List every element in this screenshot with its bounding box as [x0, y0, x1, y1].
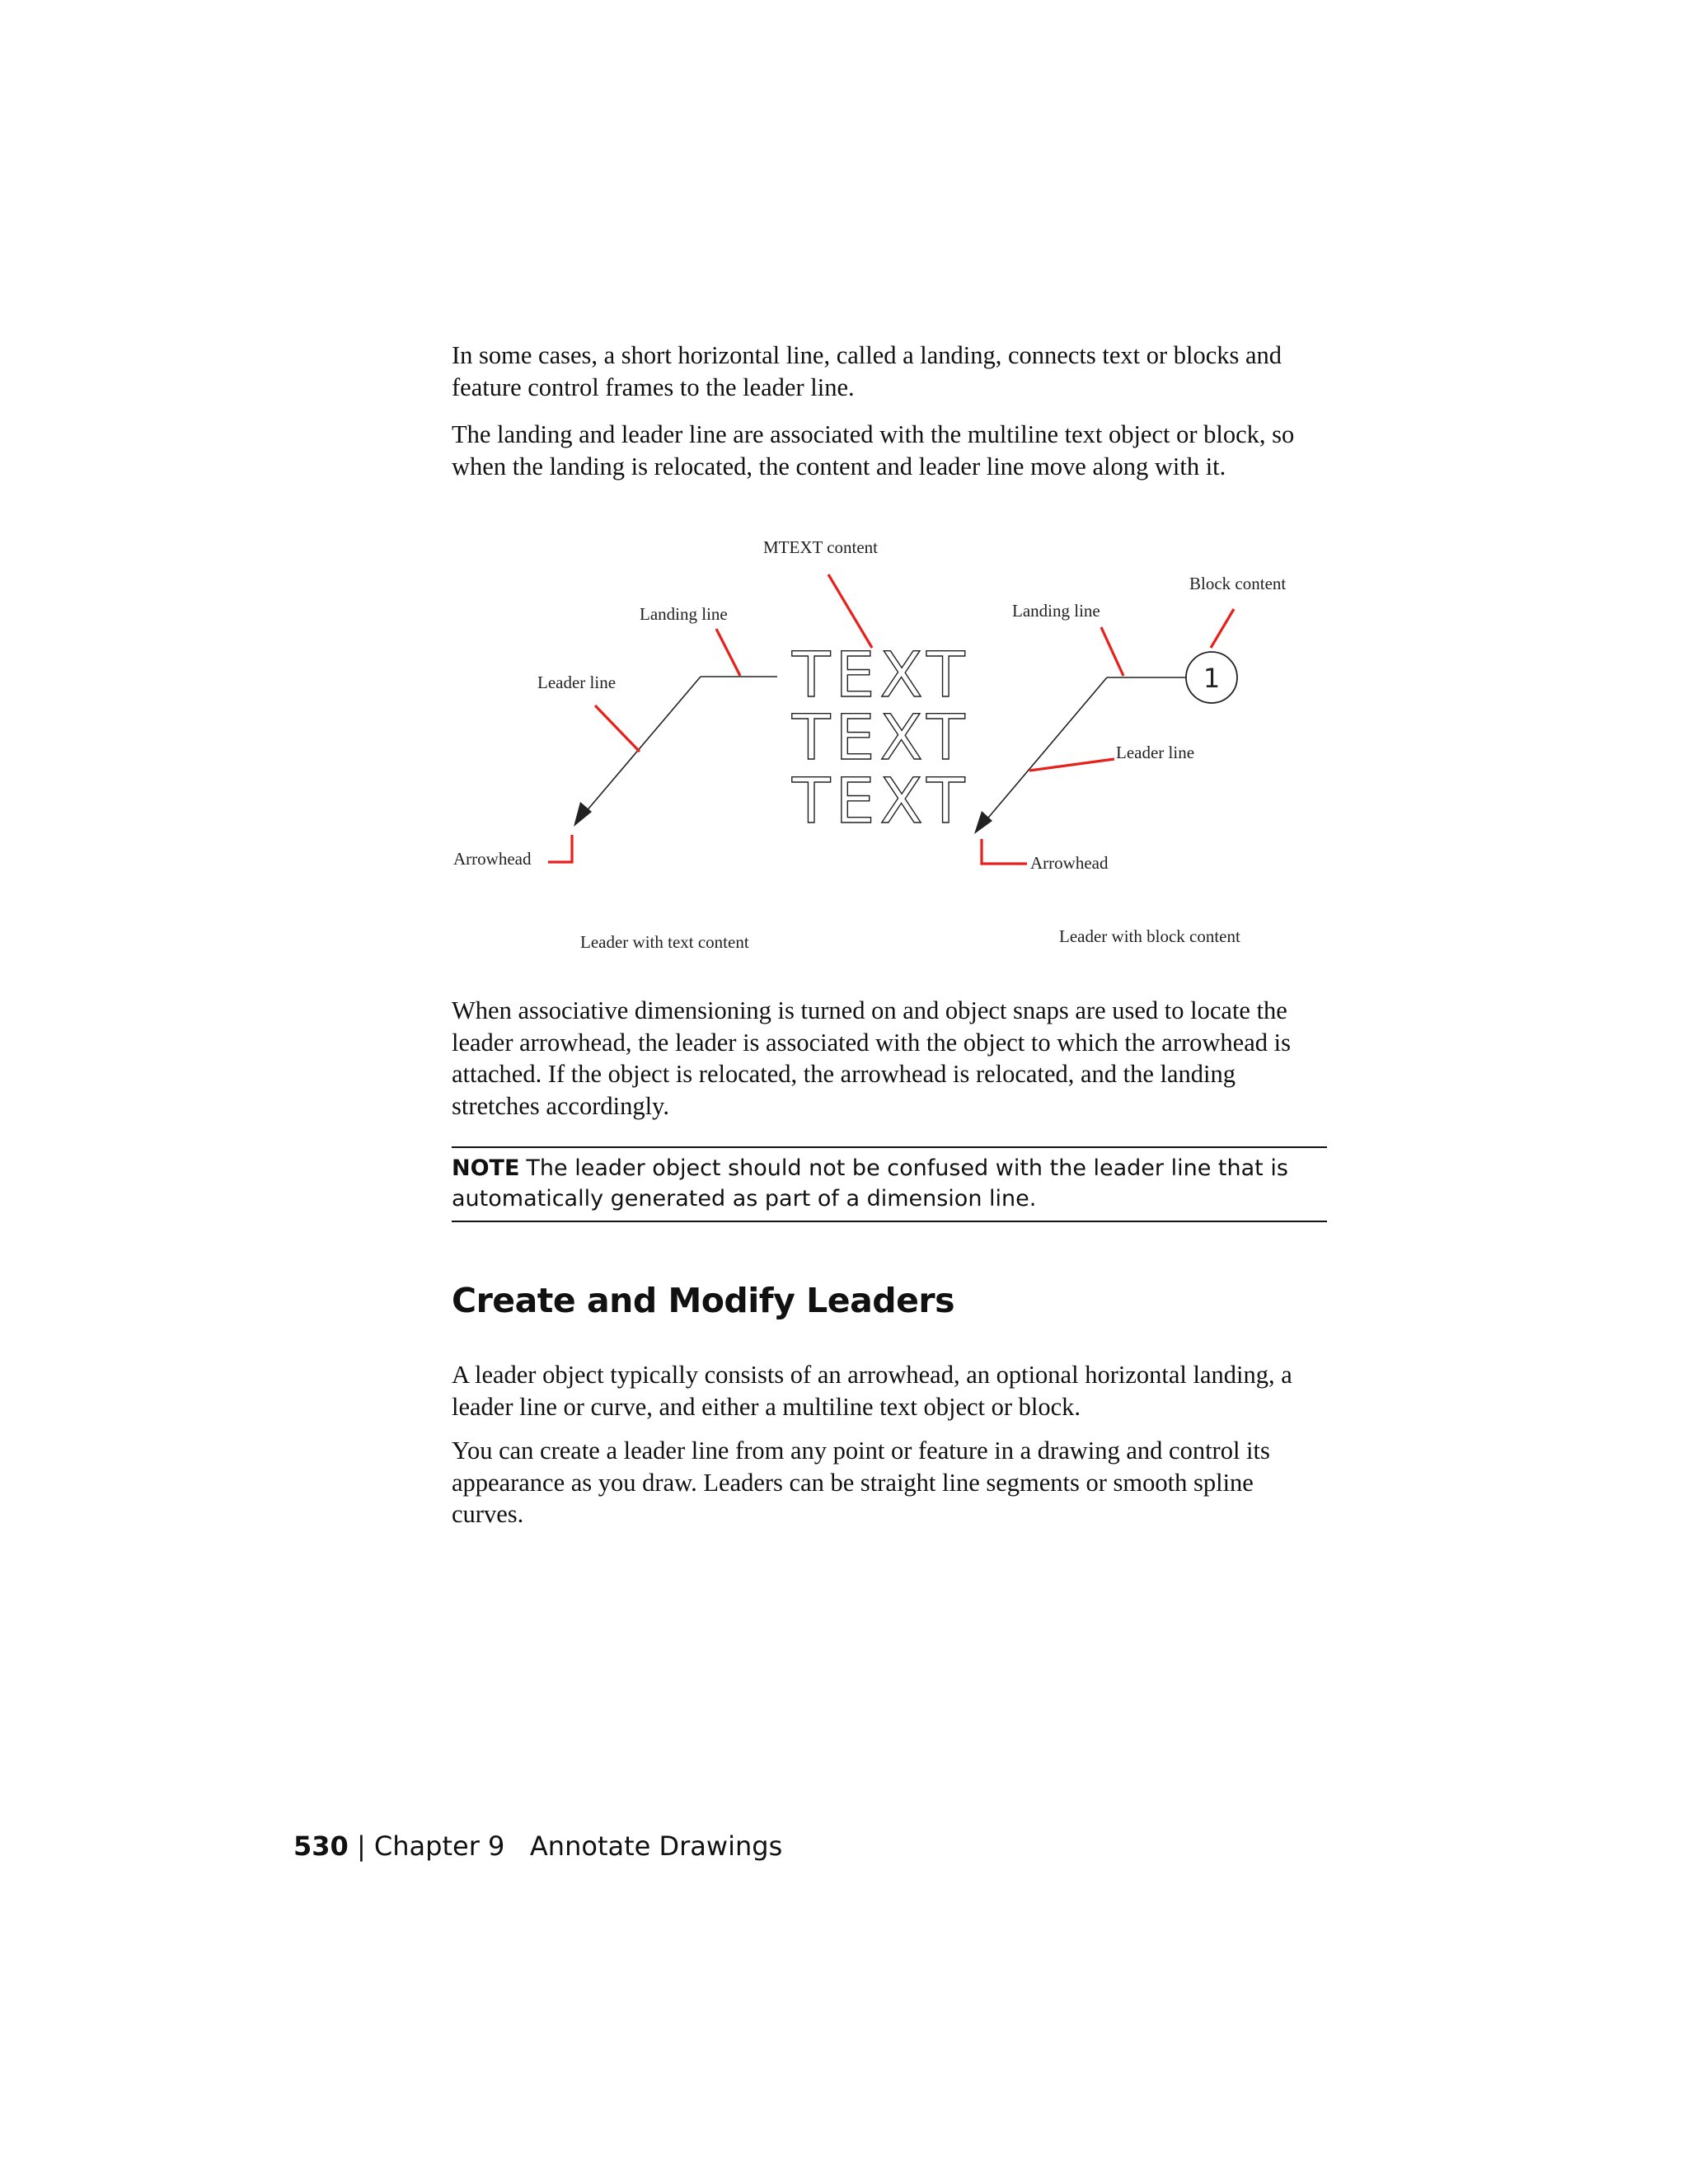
paragraph-landing-association: The landing and leader line are associated with the multiline text object or block, so when the landing is relocated, the content and leader line move along with it. [452, 420, 1295, 480]
page-footer [293, 1828, 782, 1864]
right-leader-callout [1029, 759, 1114, 771]
paragraph-associative-dimensioning: When associative dimensioning is turned on and object snaps are used to locate the leader arrowhead, the leader is associated with the object to which the arrowhead is attached. If the object is relocated, the arrowhead is relocated, and the landing stretches accordingly. [452, 996, 1291, 1120]
text-content-line-1: TEXT [792, 638, 970, 711]
note-label: NOTE [452, 1155, 520, 1181]
right-leader-line [980, 677, 1107, 827]
page-number: 530 [293, 1830, 349, 1862]
note-box [452, 1146, 1327, 1222]
left-figure-caption: Leader with text content [580, 932, 749, 952]
right-landing-line-label: Landing line [1012, 601, 1100, 621]
right-arrowhead [974, 811, 992, 834]
right-arrowhead-label: Arrowhead [1030, 853, 1109, 873]
leader-diagram [445, 534, 1319, 963]
block-callout [1211, 609, 1234, 648]
block-number: 1 [1203, 663, 1221, 694]
note-text: The leader object should not be confused with the leader line that is automatically generated as part of a dimension line. [452, 1155, 1288, 1212]
left-arrowhead-callout [548, 835, 572, 862]
right-landing-callout [1101, 627, 1123, 676]
paragraph-create-leader: You can create a leader line from any point or feature in a drawing and control its appearance as you draw. Leaders can be straight line segments or smooth spline curves. [452, 1436, 1270, 1528]
mtext-callout [828, 574, 872, 648]
left-leader-group [453, 537, 970, 952]
left-landing-line-label: Landing line [640, 604, 728, 624]
right-arrowhead-callout [982, 839, 1027, 864]
left-leader-callout [595, 705, 640, 752]
footer-separator: | [348, 1830, 374, 1862]
left-landing-callout [716, 629, 740, 676]
paragraph-leader-object: A leader object typically consists of an arrowhead, an optional horizontal landing, a leader line or curve, and either a multiline text object or block. [452, 1361, 1292, 1421]
right-leader-group [974, 574, 1286, 946]
block-content-label: Block content [1189, 574, 1287, 593]
left-leader-line-label: Leader line [537, 673, 617, 692]
left-arrowhead [574, 802, 592, 827]
text-content-line-3: TEXT [792, 764, 970, 837]
left-leader-line [580, 677, 701, 818]
right-leader-line-label: Leader line [1116, 743, 1195, 762]
chapter-title: Chapter 9 Annotate Drawings [373, 1830, 783, 1862]
right-figure-caption: Leader with block content [1059, 926, 1240, 946]
paragraph-landing-intro: In some cases, a short horizontal line, called a landing, connects text or blocks and feature control frames to the leader line. [452, 341, 1282, 401]
left-arrowhead-label: Arrowhead [453, 849, 532, 869]
mtext-content-label: MTEXT content [763, 537, 879, 557]
section-heading: Create and Modify Leaders [452, 1281, 955, 1320]
text-content-line-2: TEXT [792, 701, 970, 774]
